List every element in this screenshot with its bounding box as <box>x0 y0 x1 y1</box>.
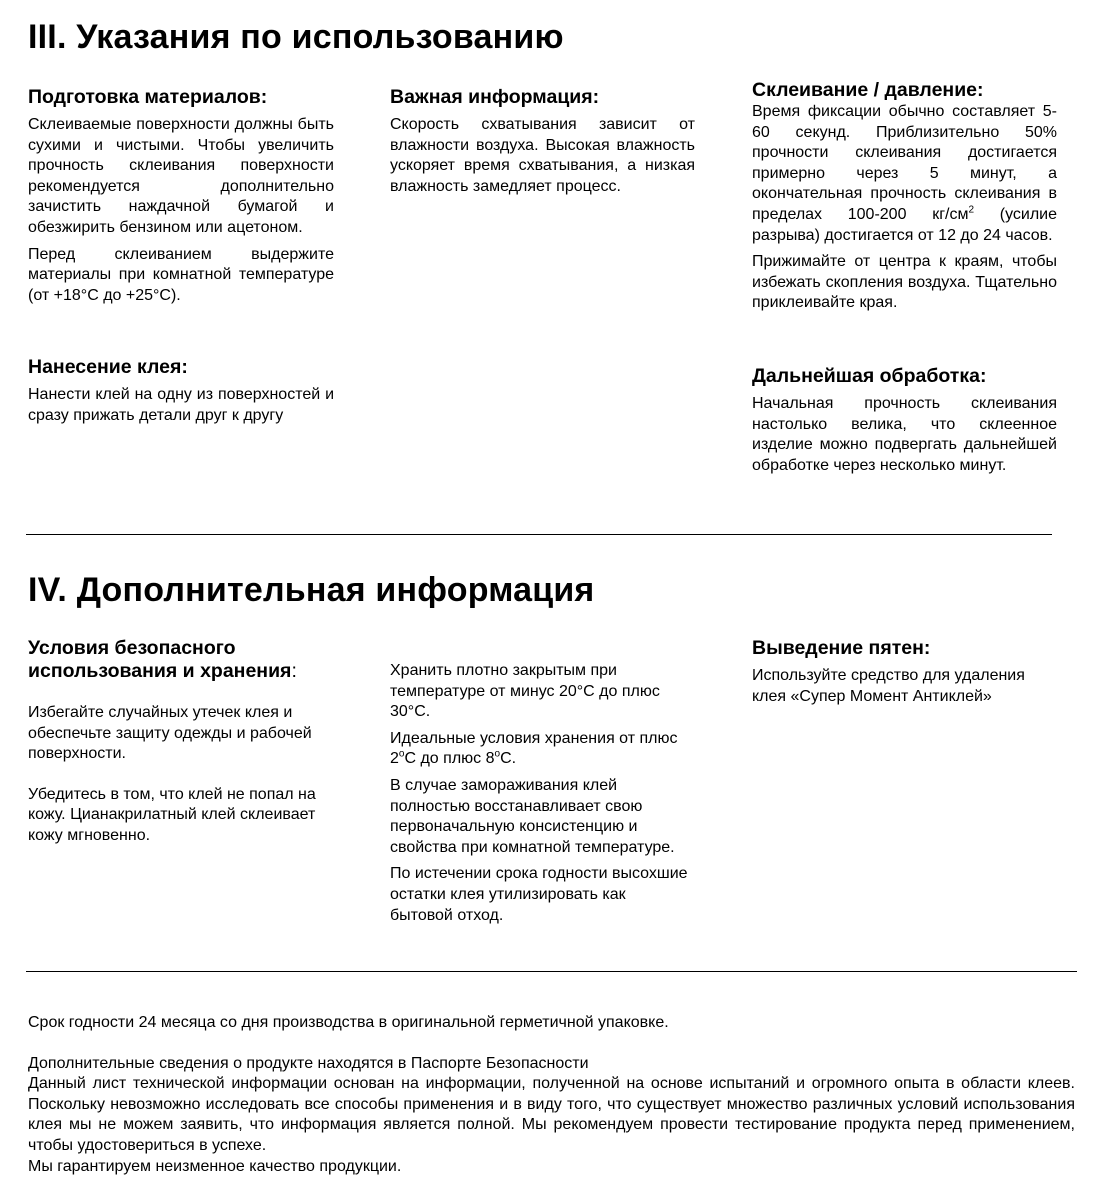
prep-paragraph-2: Перед склеиванием выдержите материалы при комнатной температуре (от +18°С до +25°С). <box>28 245 334 304</box>
prep-heading: Подготовка материалов: <box>28 86 268 108</box>
storage-text-c: С. <box>500 750 517 768</box>
important-paragraph-1: Скорость схватывания зависит от влажности воздуха. Высокая влажность ускоряет время схватывания, а низкая влажность замедляет процесс. <box>390 116 695 195</box>
storage-block <box>390 661 690 926</box>
safety-heading-colon: : <box>291 660 297 682</box>
important-block <box>390 86 695 197</box>
bonding-text-a: Время фиксации обычно составляет 5-60 секунд. Приблизительно 50% прочности склеивания достигается примерно через 5 минут, а окончательная прочность склеивания в пределах 100-200 кг/см <box>752 103 1057 223</box>
more-info-text: Дополнительные сведения о продукте находятся в Паспорте Безопасности <box>28 1054 589 1072</box>
stains-block <box>752 637 1052 707</box>
prep-paragraph-1: Склеиваемые поверхности должны быть сухими и чистыми. Чтобы увеличить прочность склеивания поверхности рекомендуется дополнительно зачистить наждачной бумагой и обезжирить бензином или ацетоном. <box>28 116 334 236</box>
prep-block <box>28 86 334 306</box>
bonding-superscript: 2 <box>968 204 975 216</box>
bonding-block <box>752 79 1057 314</box>
bonding-heading: Склеивание / давление: <box>752 79 984 101</box>
important-heading: Важная информация: <box>390 86 600 108</box>
section-divider-1 <box>26 534 1052 535</box>
storage-text-b: С до плюс 8 <box>404 750 495 768</box>
safety-heading-text: Условия безопасного использования и хранения <box>28 637 292 682</box>
apply-heading: Нанесение клея: <box>28 356 188 378</box>
storage-paragraph-3: В случае замораживания клей полностью восстанавливает свою первоначальную консистенцию и свойства при комнатной температуре. <box>390 776 675 856</box>
section3-title: III. Указания по использованию <box>28 18 564 56</box>
storage-paragraph-4: По истечении срока годности высохшие остатки клея утилизировать как бытовой отход. <box>390 865 688 924</box>
further-block <box>752 365 1057 476</box>
safety-paragraph-2: Убедитесь в том, что клей не попал на кожу. Цианакрилатный клей склеивает кожу мгновенно. <box>28 785 316 844</box>
storage-paragraph-1: Хранить плотно закрытым при температуре от минус 20°С до плюс 30°С. <box>390 662 660 721</box>
shelf-life-text: Срок годности 24 месяца со дня производства в оригинальной герметичной упаковке. <box>28 1014 669 1031</box>
stains-paragraph-1: Используйте средство для удаления клея «Супер Момент Антиклей» <box>752 667 1025 705</box>
section-divider-2 <box>26 971 1077 972</box>
degree-superscript-2: о <box>494 749 501 761</box>
degree-superscript-1: о <box>398 749 405 761</box>
footer-block <box>28 1013 1075 1177</box>
further-heading: Дальнейшая обработка: <box>752 365 987 387</box>
guarantee-text: Мы гарантируем неизменное качество продукции. <box>28 1157 402 1175</box>
section4-title: IV. Дополнительная информация <box>28 571 595 609</box>
stains-heading: Выведение пятен: <box>752 637 931 659</box>
bonding-paragraph-1 <box>752 102 1057 246</box>
safety-heading <box>28 637 338 683</box>
further-paragraph-1: Начальная прочность склеивания настолько велика, что склеенное изделие можно подвергать дальнейшей обработке через несколько минут. <box>752 395 1057 474</box>
disclaimer-text: Данный лист технической информации основан на информации, полученной на основе испытаний и огромного опыта в области клеев. Поскольку невозможно исследовать все способы применения и в виду того, что существует множество различных условий использования клея мы не можем заявить, что информация является полной. Мы рекомендуем провести тестирование продукта перед применением, чтобы удостовериться в успехе. <box>28 1075 1075 1154</box>
bonding-text-b: (усилие разрыва) достигается от 12 до 24 часов. <box>752 205 1057 244</box>
apply-block <box>28 356 334 426</box>
safety-paragraph-1: Избегайте случайных утечек клея и обеспечьте защиту одежды и рабочей поверхности. <box>28 704 312 763</box>
storage-paragraph-2 <box>390 729 690 770</box>
apply-paragraph-1: Нанести клей на одну из поверхностей и сразу прижать детали друг к другу <box>28 386 334 424</box>
storage-text-a: Идеальные условия хранения от плюс 2 <box>390 729 678 768</box>
safety-block <box>28 637 338 847</box>
bonding-paragraph-2: Прижимайте от центра к краям, чтобы избежать скопления воздуха. Тщательно приклеивайте края. <box>752 253 1057 312</box>
